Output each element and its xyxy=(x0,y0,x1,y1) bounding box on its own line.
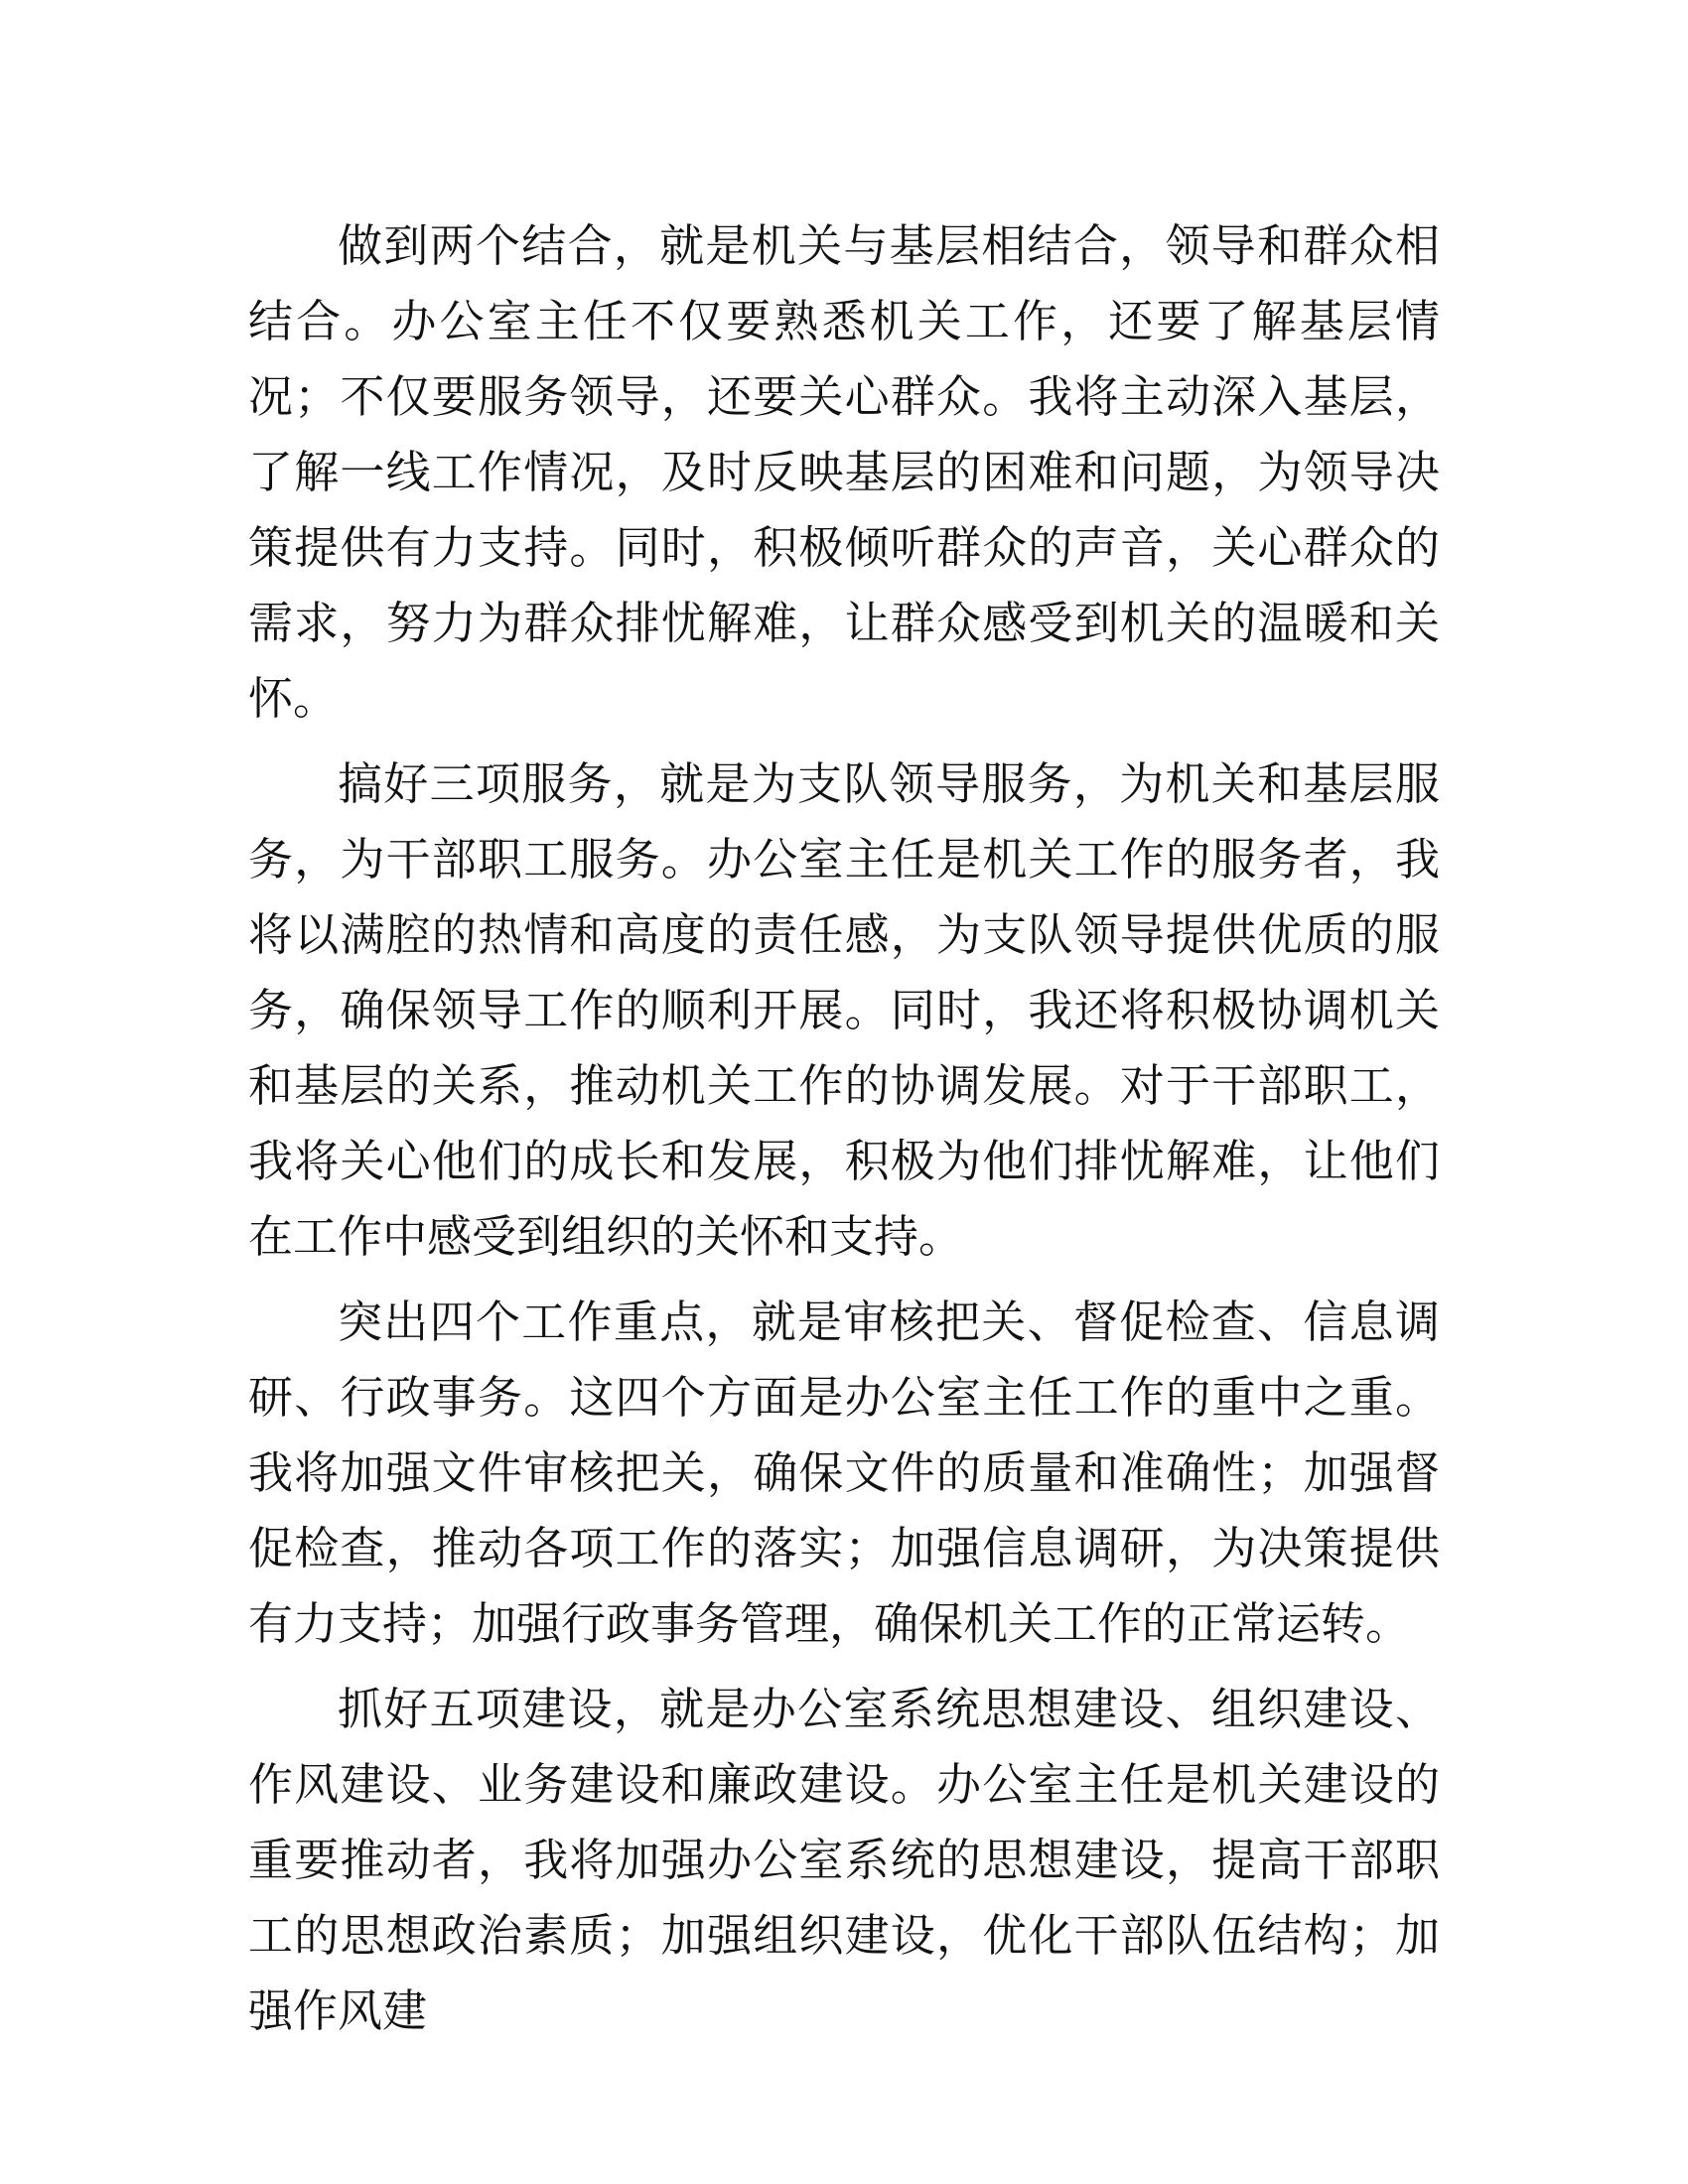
paragraph-two-combinations: 做到两个结合，就是机关与基层相结合，领导和群众相结合。办公室主任不仅要熟悉机关工作，还要了解基层情况；不仅要服务领导，还要关心群众。我将主动深入基层，了解一线工作情况，及时反映基层的困难和问题，为领导决策提供有力支持。同时，积极倾听群众的声音，关心群众的需求，努力为群众排忧解难，让群众感受到机关的温暖和关怀。 xyxy=(248,219,1440,725)
paragraph-five-constructions: 抓好五项建设，就是办公室系统思想建设、组织建设、作风建设、业务建设和廉政建设。办公室主任是机关建设的重要推动者，我将加强办公室系统的思想建设，提高干部职工的思想政治素质；加强组织建设，优化干部队伍结构；加强作风建 xyxy=(248,1683,1440,2037)
document-body xyxy=(248,208,1440,2059)
paragraph-three-services: 搞好三项服务，就是为支队领导服务，为机关和基层服务，为干部职工服务。办公室主任是机关工作的服务者，我将以满腔的热情和高度的责任感，为支队领导提供优质的服务，确保领导工作的顺利开展。同时，我还将积极协调机关和基层的关系，推动机关工作的协调发展。对于干部职工，我将关心他们的成长和发展，积极为他们排忧解难，让他们在工作中感受到组织的关怀和支持。 xyxy=(248,757,1440,1263)
paragraph-four-priorities: 突出四个工作重点，就是审核把关、督促检查、信息调研、行政事务。这四个方面是办公室主任工作的重中之重。我将加强文件审核把关，确保文件的质量和准确性；加强督促检查，推动各项工作的落实；加强信息调研，为决策提供有力支持；加强行政事务管理，确保机关工作的正常运转。 xyxy=(248,1296,1440,1650)
